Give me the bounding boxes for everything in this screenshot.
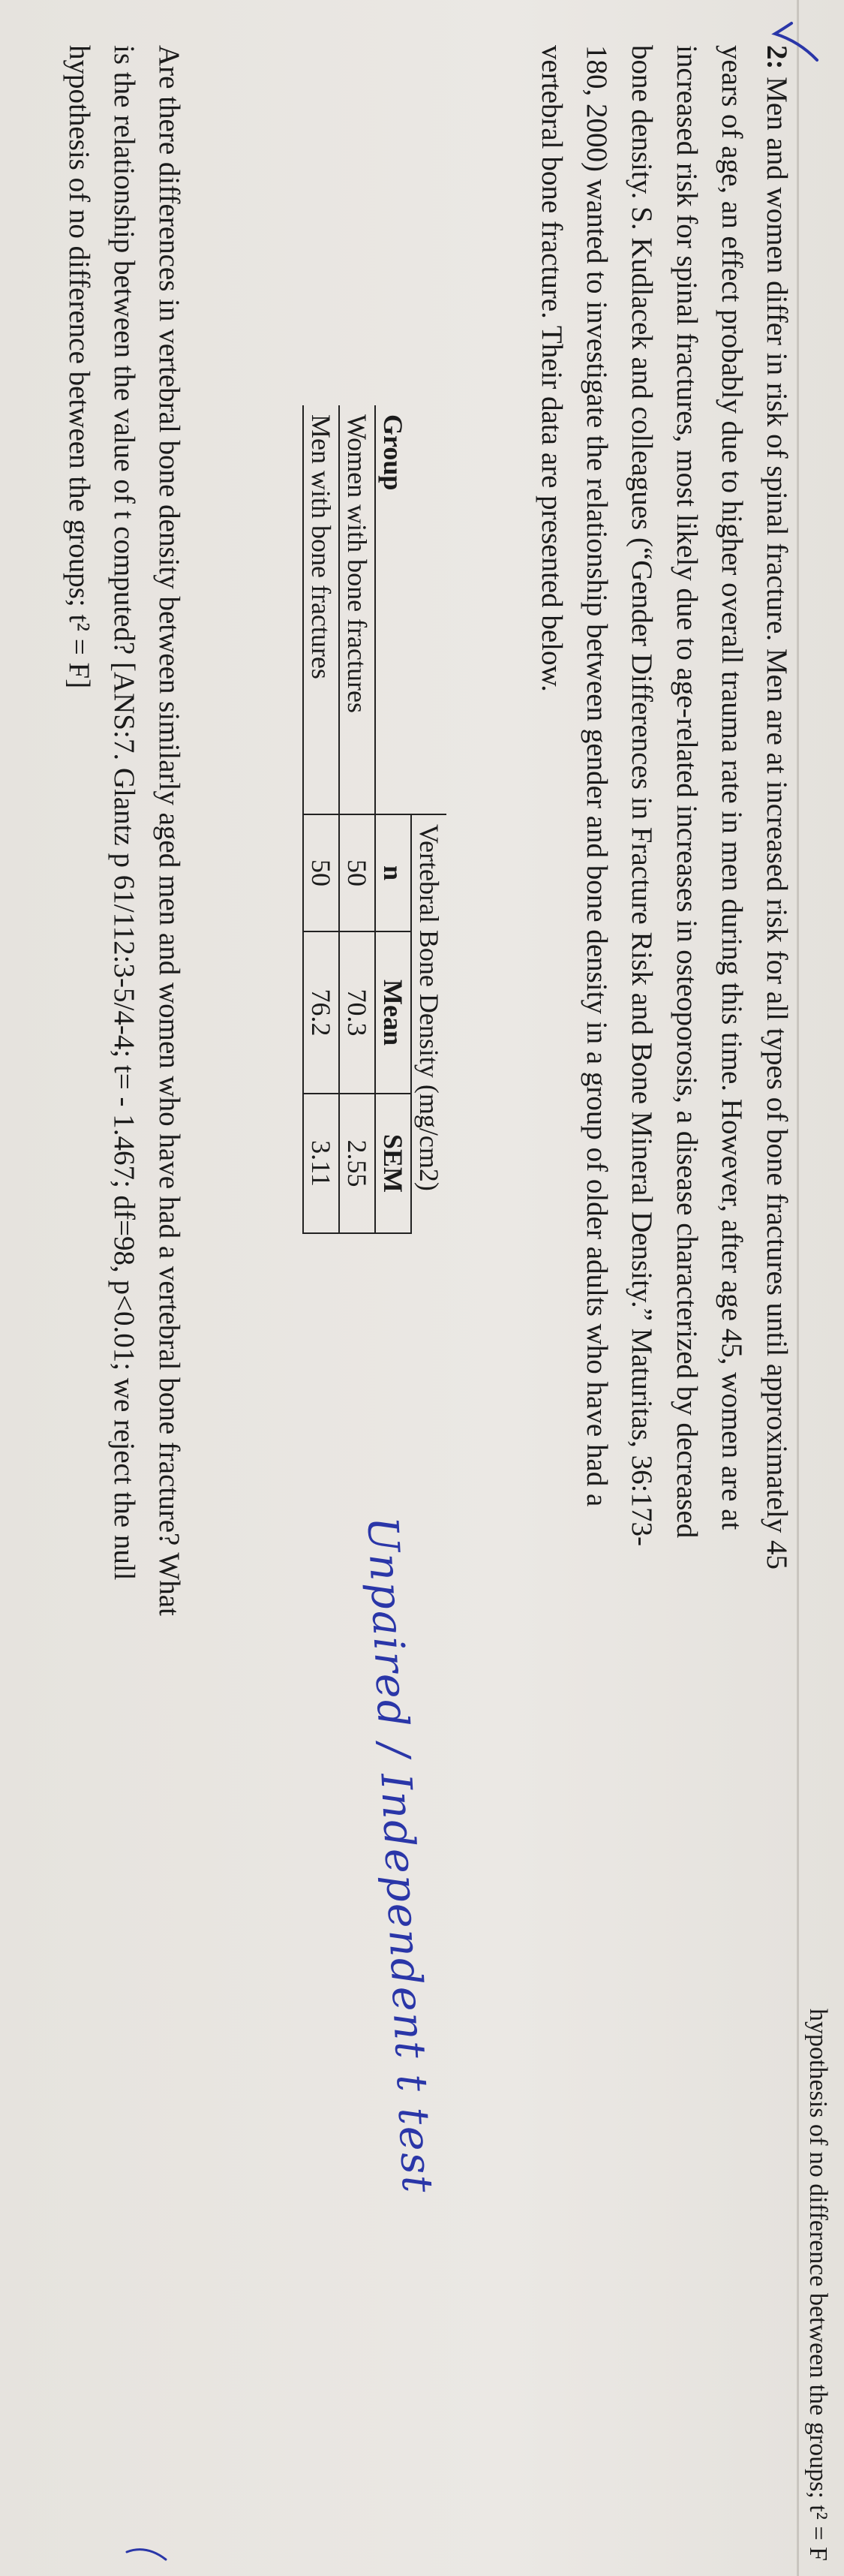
- handwritten-note: Unpaired / Independent t test: [357, 1515, 442, 2195]
- cell-group: Men with bone fractures: [303, 405, 339, 814]
- problem-line: years of age, an effect probably due to higher overall trauma rate in men during this time. However, after age 45, women are at: [716, 45, 748, 1530]
- cut-off-previous-line: [799, 0, 844, 2576]
- cell-sem: 2.55: [339, 1094, 375, 1233]
- question-line: is the relationship between the value of t computed? [ANS:7. Glantz p 61/112:3-5/4-4; t= - 1.467; df=98, p<0.01; we reject the null: [108, 45, 140, 1581]
- table-row: [303, 405, 339, 1233]
- question-line: hypothesis of no difference between the groups; t² = F]: [63, 45, 95, 689]
- problem-line: increased risk for spinal fractures, most likely due to age-related increases in osteoporosis, a disease characterized by decreased: [671, 45, 703, 1539]
- col-header-n: n: [375, 814, 411, 931]
- cell-mean: 76.2: [303, 931, 339, 1094]
- col-header-group: Group: [375, 405, 411, 814]
- problem-line: 2: Men and women differ in risk of spinal fracture. Men are at increased risk for all types of bone fractures until approximately 45: [761, 45, 793, 1569]
- cell-n: 50: [303, 814, 339, 931]
- table-row: [339, 405, 375, 1233]
- cell-group: Women with bone fractures: [339, 405, 375, 814]
- col-header-mean: Mean: [375, 931, 411, 1094]
- bone-density-table: [302, 405, 446, 1234]
- pen-stroke-icon: [124, 2537, 169, 2567]
- previous-line-text: hypothesis of no difference between the groups; t² = F: [804, 2009, 832, 2561]
- question-line: Are there differences in vertebral bone density between similarly aged men and women who have had a vertebral bone fracture? What: [153, 45, 185, 1616]
- cell-mean: 70.3: [339, 931, 375, 1094]
- cell-sem: 3.11: [303, 1094, 339, 1233]
- col-header-sem: SEM: [375, 1094, 411, 1233]
- question-paragraph: [56, 45, 191, 2559]
- table-super-header: Vertebral Bone Density (mg/cm2): [411, 814, 446, 1233]
- cell-n: 50: [339, 814, 375, 931]
- problem-line: 180, 2000) wanted to investigate the relationship between gender and bone density in a group of older adults who have had a: [581, 45, 613, 1507]
- problem-number: 2:: [761, 45, 793, 70]
- problem-paragraph: [529, 45, 799, 2559]
- problem-line: bone density. S. Kudlacek and colleagues (“Gender Differences in Fracture Risk and Bone Mineral Density.” Maturitas, 36:173-: [626, 45, 658, 1546]
- problem-line: vertebral bone fracture. Their data are presented below.: [536, 45, 568, 692]
